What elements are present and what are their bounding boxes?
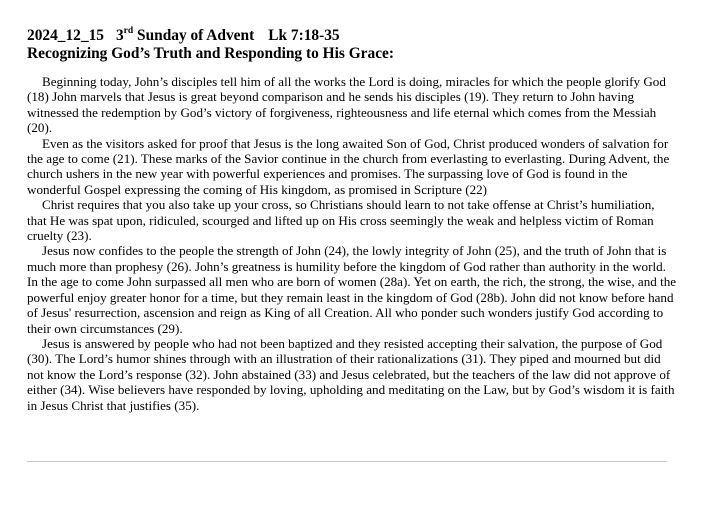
paragraph-5: Jesus is answered by people who had not been baptized and they resisted accepting their salvation, the purpose of God (30). The Lord’s humor shines through with an illustration of their rationalizations (31). They piped and mourned but did not know the Lord’s response (32). John abstained (33) and Jesus celebrated, but the teachers of the law did not approve of either (34). Wise believers have responded by loving, upholding and meditating on the Law, but by God’s wisdom it is faith in Jesus Christ that justifies (35). bbox=[27, 335, 675, 413]
heading-ordinal: 3 bbox=[115, 27, 124, 44]
paragraph-1: Beginning today, John’s disciples tell him of all the works the Lord is doing, miracles for which the people glorify God (18) John marvels that Jesus is great beyond comparison and he sends his disciples (19). They return to John having witnessed the redemption by God’s victory of forgiveness, righteousness and life eternal which comes from the Messiah (20). bbox=[27, 74, 666, 136]
heading-date: 2024_12_15 bbox=[27, 27, 104, 44]
paragraph-2: Even as the visitors asked for proof that Jesus is the long awaited Son of God, Christ produced wonders of salvation for the age to come (21). These marks of the Savior continue in the church from everlasting to everlasting. During Advent, the church ushers in the new year with powerful experiences and promises. The surpassing love of God is found in the wonderful Gospel expressing the coming of His kingdom, as promised in Scripture (22) bbox=[27, 135, 670, 197]
heading-scripture-reference: Lk 7:18-35 bbox=[268, 27, 340, 44]
document-heading bbox=[27, 27, 677, 62]
heading-occasion: Sunday of Advent bbox=[137, 27, 255, 44]
paragraph-3: Christ requires that you also take up your cross, so Christians should learn to not take offense at Christ’s humiliation, that He was spat upon, ridiculed, scourged and lifted up on His cross seemingly the weak and helpless victim of Roman cruelty (23). bbox=[27, 197, 655, 244]
paragraph-4: Jesus now confides to the people the strength of John (24), the lowly integrity of John (25), and the truth of John that is much more than prophesy (26). John’s greatness is humility before the kingdom of God rather than authority in the world. In the age to come John surpassed all men who are born of women (28a). Yet on earth, the rich, the strong, the wise, and the powerful enjoy greater honor for a time, but they remain least in the kingdom of God (28b). John did not know before hand of Jesus' resurrection, ascension and reign as King of all Creation. All who ponder such wonders justify God according to their own circumstances (29). bbox=[27, 243, 677, 336]
heading-line bbox=[27, 27, 677, 45]
document-title: Recognizing God’s Truth and Responding to His Grace: bbox=[27, 44, 394, 62]
heading-ordinal-suffix: rd bbox=[123, 25, 134, 36]
document-body bbox=[27, 74, 677, 413]
horizontal-divider bbox=[27, 461, 667, 462]
